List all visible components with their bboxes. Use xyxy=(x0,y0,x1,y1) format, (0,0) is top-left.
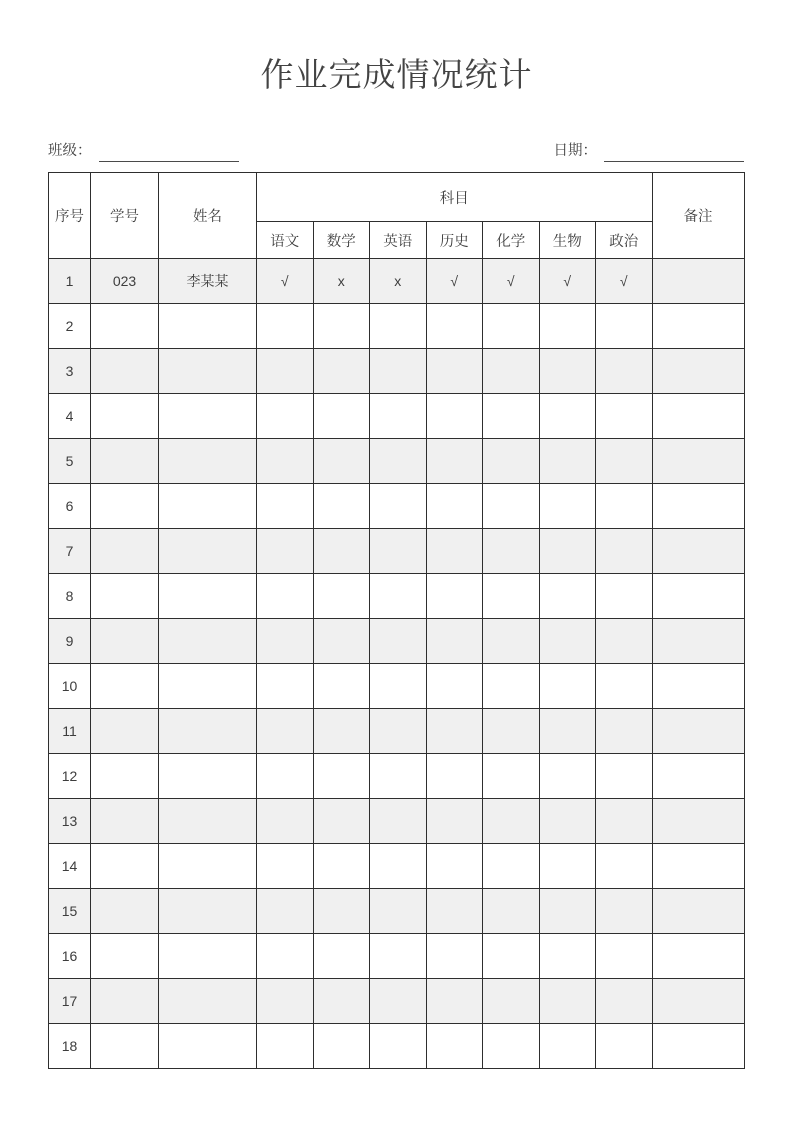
cell-mark-subject-3[interactable] xyxy=(370,619,427,664)
cell-mark-subject-6[interactable] xyxy=(539,934,596,979)
cell-mark-subject-7[interactable] xyxy=(596,664,653,709)
cell-mark-subject-1[interactable] xyxy=(257,619,314,664)
cell-mark-subject-6[interactable] xyxy=(539,664,596,709)
cell-mark-subject-1[interactable] xyxy=(257,304,314,349)
cell-mark-subject-7[interactable] xyxy=(596,529,653,574)
table-row xyxy=(49,304,745,349)
cell-remark[interactable] xyxy=(652,619,744,664)
cell-mark-subject-2[interactable] xyxy=(313,664,370,709)
cell-mark-subject-6[interactable] xyxy=(539,889,596,934)
cell-name[interactable] xyxy=(159,529,257,574)
cell-mark-subject-5[interactable] xyxy=(483,349,540,394)
cell-mark-subject-3[interactable] xyxy=(370,799,427,844)
cell-mark-subject-3[interactable] xyxy=(370,304,427,349)
cell-remark[interactable] xyxy=(652,979,744,1024)
cell-mark-subject-7[interactable] xyxy=(596,1024,653,1069)
cell-mark-subject-5[interactable] xyxy=(483,844,540,889)
cell-student-no[interactable] xyxy=(91,439,159,484)
cell-mark-subject-6[interactable] xyxy=(539,799,596,844)
cell-index[interactable]: 1 xyxy=(49,259,91,304)
cell-name[interactable] xyxy=(159,889,257,934)
date-label: 日期： xyxy=(553,143,597,159)
cell-mark-subject-1[interactable] xyxy=(257,1024,314,1069)
cell-remark[interactable] xyxy=(652,844,744,889)
cell-mark-subject-6[interactable] xyxy=(539,394,596,439)
cell-mark-subject-4[interactable] xyxy=(426,484,483,529)
cell-remark[interactable] xyxy=(652,304,744,349)
cell-mark-subject-7[interactable] xyxy=(596,394,653,439)
cell-name[interactable] xyxy=(159,574,257,619)
table-row xyxy=(49,754,745,799)
cell-index[interactable]: 11 xyxy=(49,709,91,754)
col-header-subject-4: 历史 xyxy=(426,222,483,259)
table-row xyxy=(49,529,745,574)
cell-mark-subject-2[interactable] xyxy=(313,304,370,349)
cell-student-no[interactable] xyxy=(91,754,159,799)
cell-mark-subject-6[interactable] xyxy=(539,754,596,799)
cell-index[interactable]: 2 xyxy=(49,304,91,349)
date-field xyxy=(554,141,745,162)
cell-mark-subject-2[interactable] xyxy=(313,889,370,934)
cell-index[interactable]: 15 xyxy=(49,889,91,934)
cell-name[interactable] xyxy=(159,979,257,1024)
date-input-blank[interactable] xyxy=(604,144,744,162)
cell-index[interactable]: 13 xyxy=(49,799,91,844)
cell-student-no[interactable] xyxy=(91,1024,159,1069)
cell-mark-subject-1[interactable] xyxy=(257,574,314,619)
cell-student-no[interactable] xyxy=(91,484,159,529)
cell-mark-subject-3[interactable] xyxy=(370,889,427,934)
cell-mark-subject-7[interactable] xyxy=(596,349,653,394)
cell-index[interactable]: 14 xyxy=(49,844,91,889)
cell-remark[interactable] xyxy=(652,1024,744,1069)
col-header-remark: 备注 xyxy=(652,173,744,259)
cell-mark-subject-2[interactable] xyxy=(313,349,370,394)
homework-completion-table xyxy=(48,172,745,1069)
table-header-row-top xyxy=(49,173,745,222)
cell-name[interactable] xyxy=(159,439,257,484)
cell-name[interactable] xyxy=(159,799,257,844)
cell-mark-subject-5[interactable] xyxy=(483,979,540,1024)
cell-mark-subject-7[interactable] xyxy=(596,574,653,619)
cell-index[interactable]: 6 xyxy=(49,484,91,529)
cell-mark-subject-7[interactable] xyxy=(596,844,653,889)
cell-mark-subject-2[interactable] xyxy=(313,844,370,889)
cell-mark-subject-7[interactable] xyxy=(596,484,653,529)
col-header-subject-3: 英语 xyxy=(370,222,427,259)
cell-mark-subject-1[interactable] xyxy=(257,529,314,574)
cell-mark-subject-7[interactable] xyxy=(596,889,653,934)
cell-mark-subject-5[interactable] xyxy=(483,529,540,574)
cell-name[interactable]: 李某某 xyxy=(159,259,257,304)
cell-name[interactable] xyxy=(159,754,257,799)
cell-mark-subject-4[interactable] xyxy=(426,304,483,349)
cell-index[interactable]: 17 xyxy=(49,979,91,1024)
cell-mark-subject-6[interactable]: √ xyxy=(539,259,596,304)
table-row xyxy=(49,844,745,889)
cell-mark-subject-1[interactable]: √ xyxy=(257,259,314,304)
cell-student-no[interactable] xyxy=(91,979,159,1024)
cell-mark-subject-6[interactable] xyxy=(539,709,596,754)
cell-index[interactable]: 12 xyxy=(49,754,91,799)
cell-name[interactable] xyxy=(159,349,257,394)
cell-mark-subject-7[interactable] xyxy=(596,799,653,844)
cell-remark[interactable] xyxy=(652,349,744,394)
cell-mark-subject-4[interactable] xyxy=(426,709,483,754)
cell-mark-subject-2[interactable] xyxy=(313,529,370,574)
cell-mark-subject-2[interactable] xyxy=(313,979,370,1024)
table-row xyxy=(49,619,745,664)
cell-remark[interactable] xyxy=(652,709,744,754)
cell-mark-subject-4[interactable] xyxy=(426,799,483,844)
cell-mark-subject-1[interactable] xyxy=(257,394,314,439)
cell-mark-subject-4[interactable] xyxy=(426,664,483,709)
col-header-student-no: 学号 xyxy=(91,173,159,259)
cell-mark-subject-3[interactable] xyxy=(370,709,427,754)
cell-mark-subject-2[interactable] xyxy=(313,934,370,979)
cell-index[interactable]: 9 xyxy=(49,619,91,664)
cell-name[interactable] xyxy=(159,304,257,349)
table-row xyxy=(49,799,745,844)
col-header-subject-2: 数学 xyxy=(313,222,370,259)
cell-name[interactable] xyxy=(159,394,257,439)
table-row xyxy=(49,484,745,529)
table-row xyxy=(49,439,745,484)
cell-mark-subject-7[interactable] xyxy=(596,709,653,754)
cell-remark[interactable] xyxy=(652,529,744,574)
table-row xyxy=(49,259,745,304)
cell-remark[interactable] xyxy=(652,799,744,844)
cell-index[interactable]: 4 xyxy=(49,394,91,439)
cell-mark-subject-5[interactable] xyxy=(483,439,540,484)
cell-name[interactable] xyxy=(159,619,257,664)
col-header-subject-6: 生物 xyxy=(539,222,596,259)
cell-mark-subject-3[interactable] xyxy=(370,754,427,799)
cell-mark-subject-1[interactable] xyxy=(257,799,314,844)
cell-student-no[interactable] xyxy=(91,529,159,574)
cell-mark-subject-6[interactable] xyxy=(539,304,596,349)
table-row xyxy=(49,394,745,439)
cell-mark-subject-6[interactable] xyxy=(539,844,596,889)
col-header-subject-5: 化学 xyxy=(483,222,540,259)
cell-mark-subject-3[interactable] xyxy=(370,529,427,574)
cell-student-no[interactable] xyxy=(91,664,159,709)
cell-mark-subject-7[interactable] xyxy=(596,439,653,484)
cell-index[interactable]: 5 xyxy=(49,439,91,484)
table-row xyxy=(49,889,745,934)
cell-mark-subject-7[interactable] xyxy=(596,304,653,349)
cell-mark-subject-3[interactable] xyxy=(370,979,427,1024)
cell-mark-subject-5[interactable] xyxy=(483,934,540,979)
cell-mark-subject-7[interactable] xyxy=(596,619,653,664)
cell-mark-subject-2[interactable] xyxy=(313,574,370,619)
cell-student-no[interactable] xyxy=(91,619,159,664)
cell-mark-subject-3[interactable] xyxy=(370,934,427,979)
col-header-name: 姓名 xyxy=(159,173,257,259)
cell-student-no[interactable] xyxy=(91,574,159,619)
cell-mark-subject-5[interactable] xyxy=(483,1024,540,1069)
cell-mark-subject-1[interactable] xyxy=(257,934,314,979)
cell-mark-subject-1[interactable] xyxy=(257,844,314,889)
cell-mark-subject-5[interactable] xyxy=(483,889,540,934)
cell-mark-subject-5[interactable] xyxy=(483,664,540,709)
cell-mark-subject-6[interactable] xyxy=(539,439,596,484)
cell-mark-subject-5[interactable] xyxy=(483,574,540,619)
cell-mark-subject-2[interactable] xyxy=(313,619,370,664)
cell-mark-subject-3[interactable] xyxy=(370,484,427,529)
cell-index[interactable]: 18 xyxy=(49,1024,91,1069)
cell-mark-subject-4[interactable] xyxy=(426,1024,483,1069)
cell-student-no[interactable] xyxy=(91,844,159,889)
cell-mark-subject-3[interactable] xyxy=(370,439,427,484)
table-row xyxy=(49,574,745,619)
cell-mark-subject-4[interactable] xyxy=(426,619,483,664)
page-title: 作业完成情况统计 xyxy=(260,56,533,93)
cell-mark-subject-4[interactable] xyxy=(426,979,483,1024)
cell-mark-subject-7[interactable]: √ xyxy=(596,259,653,304)
cell-mark-subject-4[interactable] xyxy=(426,574,483,619)
cell-mark-subject-4[interactable] xyxy=(426,844,483,889)
cell-student-no[interactable] xyxy=(91,304,159,349)
cell-remark[interactable] xyxy=(652,934,744,979)
cell-mark-subject-3[interactable] xyxy=(370,574,427,619)
cell-mark-subject-1[interactable] xyxy=(257,484,314,529)
cell-mark-subject-5[interactable] xyxy=(483,304,540,349)
table-row xyxy=(49,979,745,1024)
cell-mark-subject-6[interactable] xyxy=(539,619,596,664)
col-header-index: 序号 xyxy=(49,173,91,259)
cell-mark-subject-7[interactable] xyxy=(596,754,653,799)
cell-mark-subject-3[interactable] xyxy=(370,1024,427,1069)
cell-remark[interactable] xyxy=(652,259,744,304)
cell-mark-subject-6[interactable] xyxy=(539,484,596,529)
cell-mark-subject-2[interactable] xyxy=(313,754,370,799)
cell-remark[interactable] xyxy=(652,754,744,799)
class-input-blank[interactable] xyxy=(99,144,239,162)
table-row xyxy=(49,1024,745,1069)
cell-mark-subject-2[interactable] xyxy=(313,709,370,754)
cell-mark-subject-1[interactable] xyxy=(257,979,314,1024)
cell-mark-subject-7[interactable] xyxy=(596,979,653,1024)
cell-mark-subject-2[interactable] xyxy=(313,799,370,844)
cell-index[interactable]: 3 xyxy=(49,349,91,394)
table-row xyxy=(49,664,745,709)
cell-mark-subject-4[interactable] xyxy=(426,934,483,979)
cell-remark[interactable] xyxy=(652,889,744,934)
cell-mark-subject-6[interactable] xyxy=(539,574,596,619)
cell-mark-subject-2[interactable] xyxy=(313,1024,370,1069)
cell-mark-subject-4[interactable] xyxy=(426,349,483,394)
cell-student-no[interactable]: 023 xyxy=(91,259,159,304)
cell-mark-subject-7[interactable] xyxy=(596,934,653,979)
table-row xyxy=(49,934,745,979)
col-header-subject-1: 语文 xyxy=(257,222,314,259)
cell-mark-subject-1[interactable] xyxy=(257,889,314,934)
cell-mark-subject-5[interactable] xyxy=(483,394,540,439)
cell-name[interactable] xyxy=(159,934,257,979)
cell-mark-subject-4[interactable] xyxy=(426,754,483,799)
cell-mark-subject-6[interactable] xyxy=(539,979,596,1024)
cell-mark-subject-4[interactable] xyxy=(426,439,483,484)
cell-mark-subject-6[interactable] xyxy=(539,529,596,574)
cell-mark-subject-1[interactable] xyxy=(257,439,314,484)
table-body xyxy=(49,259,745,1069)
cell-mark-subject-3[interactable] xyxy=(370,844,427,889)
cell-student-no[interactable] xyxy=(91,799,159,844)
cell-mark-subject-1[interactable] xyxy=(257,664,314,709)
table-head xyxy=(49,173,745,259)
cell-mark-subject-6[interactable] xyxy=(539,1024,596,1069)
cell-remark[interactable] xyxy=(652,664,744,709)
cell-mark-subject-5[interactable] xyxy=(483,754,540,799)
cell-name[interactable] xyxy=(159,709,257,754)
cell-remark[interactable] xyxy=(652,439,744,484)
cell-student-no[interactable] xyxy=(91,709,159,754)
class-label: 班级： xyxy=(48,143,92,159)
cell-mark-subject-3[interactable] xyxy=(370,664,427,709)
cell-mark-subject-4[interactable]: √ xyxy=(426,259,483,304)
table-row xyxy=(49,709,745,754)
cell-mark-subject-4[interactable] xyxy=(426,889,483,934)
cell-student-no[interactable] xyxy=(91,889,159,934)
cell-mark-subject-1[interactable] xyxy=(257,709,314,754)
cell-mark-subject-5[interactable] xyxy=(483,799,540,844)
cell-mark-subject-3[interactable] xyxy=(370,394,427,439)
cell-student-no[interactable] xyxy=(91,349,159,394)
cell-index[interactable]: 10 xyxy=(49,664,91,709)
col-header-subjects: 科目 xyxy=(257,173,653,222)
cell-mark-subject-4[interactable] xyxy=(426,529,483,574)
cell-index[interactable]: 8 xyxy=(49,574,91,619)
cell-mark-subject-6[interactable] xyxy=(539,349,596,394)
cell-index[interactable]: 16 xyxy=(49,934,91,979)
col-header-subject-7: 政治 xyxy=(596,222,653,259)
cell-mark-subject-2[interactable] xyxy=(313,484,370,529)
cell-name[interactable] xyxy=(159,844,257,889)
cell-mark-subject-5[interactable] xyxy=(483,484,540,529)
table-row xyxy=(49,349,745,394)
cell-remark[interactable] xyxy=(652,574,744,619)
cell-name[interactable] xyxy=(159,1024,257,1069)
cell-remark[interactable] xyxy=(652,484,744,529)
cell-remark[interactable] xyxy=(652,394,744,439)
cell-mark-subject-2[interactable]: x xyxy=(313,259,370,304)
cell-index[interactable]: 7 xyxy=(49,529,91,574)
cell-mark-subject-3[interactable] xyxy=(370,349,427,394)
cell-mark-subject-2[interactable] xyxy=(313,439,370,484)
cell-mark-subject-5[interactable] xyxy=(483,619,540,664)
cell-mark-subject-5[interactable] xyxy=(483,709,540,754)
cell-mark-subject-4[interactable] xyxy=(426,394,483,439)
class-field xyxy=(48,141,239,162)
meta-row xyxy=(48,136,744,162)
cell-mark-subject-1[interactable] xyxy=(257,349,314,394)
cell-name[interactable] xyxy=(159,484,257,529)
cell-mark-subject-3[interactable]: x xyxy=(370,259,427,304)
cell-mark-subject-1[interactable] xyxy=(257,754,314,799)
cell-student-no[interactable] xyxy=(91,934,159,979)
cell-mark-subject-2[interactable] xyxy=(313,394,370,439)
cell-mark-subject-5[interactable]: √ xyxy=(483,259,540,304)
cell-student-no[interactable] xyxy=(91,394,159,439)
cell-name[interactable] xyxy=(159,664,257,709)
